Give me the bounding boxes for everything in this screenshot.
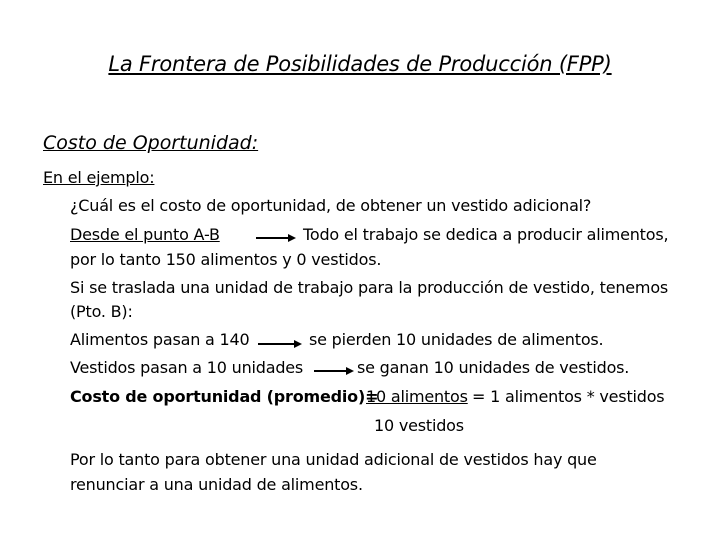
- page-title: La Frontera de Posibilidades de Producción (FPP): [108, 52, 612, 76]
- point-ab-result: Todo el trabajo se dedica a producir alimentos,: [303, 225, 669, 244]
- example-label: En el ejemplo:: [43, 168, 155, 187]
- section-subtitle: Costo de Oportunidad:: [43, 132, 259, 154]
- arrow-right-icon: [255, 229, 297, 243]
- cost-result: = 1 alimentos * vestidos: [472, 387, 665, 406]
- conclusion-line-2: renunciar a una unidad de alimentos.: [70, 475, 363, 494]
- clothes-change-result: se ganan 10 unidades de vestidos.: [357, 358, 630, 377]
- clothes-change-text: Vestidos pasan a 10 unidades: [70, 358, 304, 377]
- food-change-result: se pierden 10 unidades de alimentos.: [309, 330, 604, 349]
- cost-label: Costo de oportunidad (promedio)=: [70, 387, 379, 406]
- point-ab-label: Desde el punto A-B: [70, 225, 220, 244]
- food-change-text: Alimentos pasan a 140: [70, 330, 250, 349]
- cost-numerator: 10 alimentos: [366, 387, 468, 406]
- production-150-text: por lo tanto 150 alimentos y 0 vestidos.: [70, 250, 382, 269]
- arrow-right-icon: [257, 335, 303, 349]
- point-b-text: (Pto. B):: [70, 302, 133, 321]
- cost-denominator: 10 vestidos: [374, 416, 464, 435]
- question-text: ¿Cuál es el costo de oportunidad, de obtener un vestido adicional?: [70, 196, 592, 215]
- shift-labor-text: Si se traslada una unidad de trabajo para la producción de vestido, tenemos: [70, 278, 669, 297]
- arrow-right-icon: [313, 362, 355, 376]
- conclusion-line-1: Por lo tanto para obtener una unidad adicional de vestidos hay que: [70, 450, 597, 469]
